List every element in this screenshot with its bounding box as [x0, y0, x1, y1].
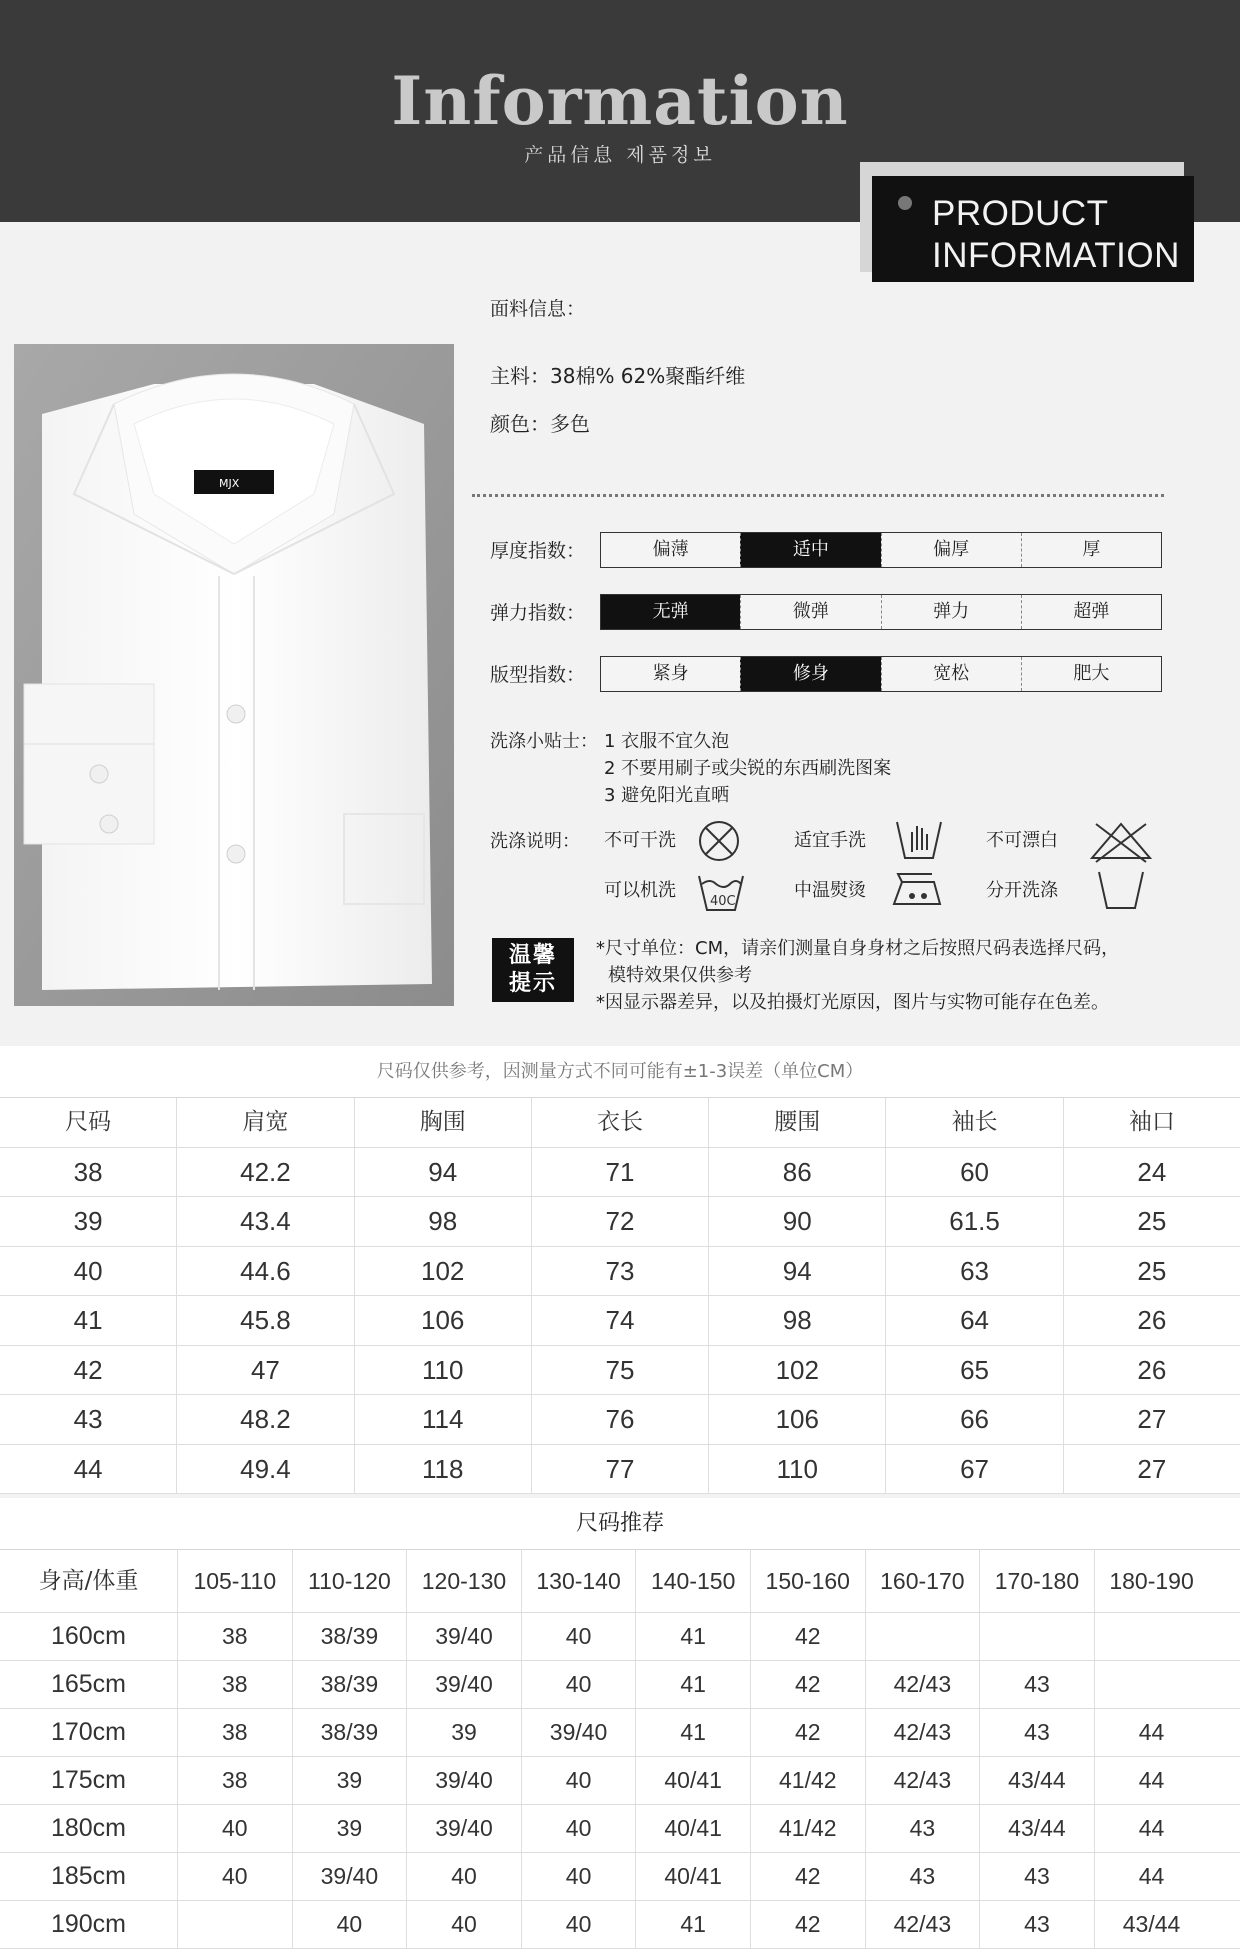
- table-cell: 39: [292, 1805, 407, 1852]
- table-cell: 42: [750, 1661, 865, 1708]
- table-cell: 64: [885, 1296, 1062, 1345]
- table-cell: 44: [1094, 1709, 1209, 1756]
- table-row: [0, 1805, 1240, 1853]
- table-row: [0, 1757, 1240, 1805]
- table-cell: 38/39: [292, 1661, 407, 1708]
- table-cell: 47: [176, 1346, 353, 1395]
- elasticity-option: 超弹: [1021, 595, 1161, 629]
- thickness-option: 厚: [1021, 533, 1161, 567]
- fit-label: 版型指数：: [490, 664, 586, 686]
- elasticity-option: 弹力: [881, 595, 1021, 629]
- table-cell: 39/40: [406, 1661, 521, 1708]
- dotted-divider: [472, 494, 1164, 497]
- care-text-wash-separately: 分开洗涤: [986, 880, 1058, 901]
- table-cell: 75: [531, 1346, 708, 1395]
- table-cell: 41/42: [750, 1805, 865, 1852]
- table-row: [0, 1346, 1240, 1396]
- table-cell: 72: [531, 1197, 708, 1246]
- table-cell: 66: [885, 1395, 1062, 1444]
- wash-tips-label: 洗涤小贴士：: [490, 731, 598, 752]
- table-cell: 40/41: [635, 1853, 750, 1900]
- table-cell: 102: [354, 1247, 531, 1296]
- notice-line-3: *因显示器差异，以及拍摄灯光原因，图片与实物可能存在色差。: [596, 992, 1109, 1013]
- table-cell: 44: [1094, 1757, 1209, 1804]
- table-cell: 42: [750, 1613, 865, 1660]
- badge-line-2: INFORMATION: [932, 236, 1180, 275]
- care-text-hand-wash: 适宜手洗: [794, 830, 866, 851]
- table-cell: 77: [531, 1445, 708, 1494]
- fit-option-selected: 修身: [740, 657, 880, 691]
- table-header-cell: 170-180: [979, 1550, 1094, 1612]
- wash-tip-item: 3 避免阳光直晒: [604, 785, 730, 806]
- table-cell: 41: [635, 1901, 750, 1948]
- table-cell: 43: [979, 1853, 1094, 1900]
- table-cell: 42.2: [176, 1148, 353, 1197]
- table-cell: 43/44: [1094, 1901, 1209, 1948]
- table-cell: 43: [979, 1709, 1094, 1756]
- table-cell: 38: [177, 1709, 292, 1756]
- table-row: [0, 1445, 1240, 1495]
- table-cell: 40: [521, 1613, 636, 1660]
- table-header-row: [0, 1098, 1240, 1148]
- table-cell: 40/41: [635, 1757, 750, 1804]
- table-row: [0, 1901, 1240, 1949]
- table-cell: 39/40: [406, 1805, 521, 1852]
- table-cell: 42/43: [865, 1709, 980, 1756]
- table-cell: 42: [750, 1901, 865, 1948]
- fit-option: 宽松: [881, 657, 1021, 691]
- table-cell: [177, 1901, 292, 1948]
- header-subtitle: 产品信息 제품정보: [524, 144, 716, 166]
- table-cell: 40: [292, 1901, 407, 1948]
- table-cell: 44: [1094, 1853, 1209, 1900]
- table-cell: 40: [521, 1757, 636, 1804]
- table-cell: 27: [1063, 1445, 1240, 1494]
- table-cell: 41: [635, 1661, 750, 1708]
- table-cell: 24: [1063, 1148, 1240, 1197]
- table-header-cell: 150-160: [750, 1550, 865, 1612]
- size-recommend-table: [0, 1498, 1240, 1949]
- table-row: [0, 1709, 1240, 1757]
- care-text-machine-wash: 可以机洗: [604, 880, 676, 901]
- table-cell: [1094, 1613, 1209, 1660]
- size-table: [0, 1046, 1240, 1494]
- table-header-row: [0, 1550, 1240, 1613]
- table-header-cell: 身高/体重: [38, 1568, 139, 1594]
- table-header-cell: 尺码: [65, 1109, 112, 1135]
- table-cell: 42: [73, 1354, 103, 1385]
- table-cell: 39/40: [521, 1709, 636, 1756]
- no-dry-clean-icon: [696, 818, 742, 864]
- table-cell: 42/43: [865, 1661, 980, 1708]
- size-table-caption: 尺码仅供参考，因测量方式不同可能有±1-3误差（单位CM）: [0, 1046, 1240, 1098]
- table-cell: [1094, 1661, 1209, 1708]
- table-cell: 45.8: [176, 1296, 353, 1345]
- table-cell: 43: [979, 1661, 1094, 1708]
- table-cell: 38: [177, 1661, 292, 1708]
- elasticity-label: 弹力指数：: [490, 602, 586, 624]
- table-cell: 170cm: [50, 1718, 127, 1746]
- iron-medium-icon: [890, 868, 946, 914]
- table-cell: 44: [73, 1453, 103, 1484]
- table-cell: 106: [354, 1296, 531, 1345]
- table-cell: 43: [865, 1853, 980, 1900]
- color-text: 颜色：多色: [490, 412, 590, 436]
- table-cell: 43: [73, 1404, 103, 1434]
- size-recommend-body: [0, 1550, 1240, 1949]
- table-cell: 40: [521, 1805, 636, 1852]
- table-cell: 114: [354, 1395, 531, 1444]
- table-cell: 40: [73, 1255, 103, 1286]
- table-header-cell: 袖口: [1063, 1098, 1240, 1147]
- table-header-cell: 衣长: [531, 1098, 708, 1147]
- table-cell: 38/39: [292, 1613, 407, 1660]
- table-row: [0, 1661, 1240, 1709]
- table-cell: 74: [531, 1296, 708, 1345]
- table-cell: 94: [708, 1247, 885, 1296]
- wash-tip-item: 1 衣服不宜久泡: [604, 731, 730, 752]
- table-cell: 39: [292, 1757, 407, 1804]
- table-cell: 98: [354, 1197, 531, 1246]
- table-cell: 38: [177, 1757, 292, 1804]
- product-info-badge: [872, 176, 1194, 282]
- table-cell: 40: [177, 1853, 292, 1900]
- table-header-cell: 105-110: [177, 1550, 292, 1612]
- notice-badge-line-1: 温馨: [508, 943, 557, 968]
- fabric-heading: 面料信息：: [490, 298, 586, 320]
- table-cell: 42: [750, 1853, 865, 1900]
- table-header-cell: 腰围: [708, 1098, 885, 1147]
- table-row: [0, 1148, 1240, 1198]
- table-row: [0, 1197, 1240, 1247]
- table-cell: 175cm: [50, 1766, 127, 1794]
- table-cell: 48.2: [176, 1395, 353, 1444]
- table-cell: 185cm: [50, 1862, 127, 1890]
- table-cell: 180cm: [50, 1814, 127, 1842]
- table-cell: 76: [531, 1395, 708, 1444]
- notice-badge-line-2: 提示: [508, 971, 557, 996]
- fit-option: 肥大: [1021, 657, 1161, 691]
- table-cell: 41: [635, 1709, 750, 1756]
- bullet-dot-icon: [898, 196, 912, 210]
- table-cell: 49.4: [176, 1445, 353, 1494]
- table-cell: 25: [1063, 1247, 1240, 1296]
- elasticity-option-selected: 无弹: [601, 595, 740, 629]
- table-cell: 160cm: [50, 1622, 127, 1650]
- table-cell: 65: [885, 1346, 1062, 1395]
- table-cell: [979, 1613, 1094, 1660]
- brand-label-text: MJX: [219, 477, 240, 490]
- material-text: 主料：38棉% 62%聚酯纤维: [490, 364, 746, 388]
- wash-care-label: 洗涤说明：: [490, 831, 580, 852]
- size-table-body: [0, 1098, 1240, 1494]
- table-cell: 26: [1063, 1296, 1240, 1345]
- table-header-cell: 120-130: [406, 1550, 521, 1612]
- table-row: [0, 1395, 1240, 1445]
- table-cell: 110: [354, 1346, 531, 1395]
- table-header-cell: 160-170: [865, 1550, 980, 1612]
- table-cell: 165cm: [50, 1670, 127, 1698]
- table-cell: 43/44: [979, 1757, 1094, 1804]
- table-row: [0, 1296, 1240, 1346]
- table-cell: 39/40: [406, 1613, 521, 1660]
- table-cell: [865, 1613, 980, 1660]
- notice-line-2: 模特效果仅供参考: [608, 965, 752, 986]
- table-cell: 61.5: [885, 1197, 1062, 1246]
- table-cell: 67: [885, 1445, 1062, 1494]
- table-cell: 43/44: [979, 1805, 1094, 1852]
- table-cell: 40: [521, 1853, 636, 1900]
- table-cell: 26: [1063, 1346, 1240, 1395]
- table-cell: 43: [979, 1901, 1094, 1948]
- wash-tip-item: 2 不要用刷子或尖锐的东西刷洗图案: [604, 758, 892, 779]
- fit-index-bar: [600, 656, 1162, 692]
- table-cell: 60: [885, 1148, 1062, 1197]
- table-cell: 40/41: [635, 1805, 750, 1852]
- table-cell: 40: [406, 1901, 521, 1948]
- table-cell: 40: [521, 1901, 636, 1948]
- table-cell: 41: [73, 1305, 103, 1335]
- table-row: [0, 1613, 1240, 1661]
- thickness-option: 偏薄: [652, 539, 689, 560]
- elasticity-option: 微弹: [740, 595, 880, 629]
- shirt-illustration: [14, 344, 454, 1006]
- notice-line-1: *尺寸单位：CM，请亲们测量自身身材之后按照尺码表选择尺码，: [596, 938, 1120, 959]
- table-cell: 38/39: [292, 1709, 407, 1756]
- care-text-no-bleach: 不可漂白: [986, 830, 1058, 851]
- size-recommend-caption: 尺码推荐: [0, 1498, 1240, 1550]
- no-bleach-icon: [1088, 818, 1154, 864]
- table-cell: 110: [708, 1445, 885, 1494]
- table-cell: 98: [708, 1296, 885, 1345]
- table-header-cell: 130-140: [521, 1550, 636, 1612]
- table-cell: 39/40: [292, 1853, 407, 1900]
- table-cell: 40: [521, 1661, 636, 1708]
- table-cell: 86: [708, 1148, 885, 1197]
- table-row: [0, 1853, 1240, 1901]
- table-header-cell: 胸围: [354, 1098, 531, 1147]
- table-cell: 90: [708, 1197, 885, 1246]
- table-cell: 40: [177, 1805, 292, 1852]
- table-header-cell: 袖长: [885, 1098, 1062, 1147]
- thickness-option: 偏厚: [881, 533, 1021, 567]
- table-cell: 43.4: [176, 1197, 353, 1246]
- table-cell: 43: [865, 1805, 980, 1852]
- table-cell: 102: [708, 1346, 885, 1395]
- table-cell: 27: [1063, 1395, 1240, 1444]
- thickness-option-selected: 适中: [740, 533, 880, 567]
- care-text-iron: 中温熨烫: [794, 880, 866, 901]
- table-cell: 71: [531, 1148, 708, 1197]
- table-cell: 38: [177, 1613, 292, 1660]
- table-cell: 42/43: [865, 1901, 980, 1948]
- table-cell: 41: [635, 1613, 750, 1660]
- table-cell: 118: [354, 1445, 531, 1494]
- table-cell: 44.6: [176, 1247, 353, 1296]
- table-cell: 63: [885, 1247, 1062, 1296]
- product-photo: [14, 344, 454, 1006]
- table-cell: 44: [1094, 1805, 1209, 1852]
- hand-wash-icon: [894, 816, 944, 862]
- wash-temperature-text: 40C: [710, 894, 736, 909]
- table-header-cell: 140-150: [635, 1550, 750, 1612]
- table-header-cell: 180-190: [1094, 1550, 1209, 1612]
- table-cell: 106: [708, 1395, 885, 1444]
- table-cell: 39: [73, 1206, 103, 1236]
- elasticity-index-bar: [600, 594, 1162, 630]
- care-text-no-dry-clean: 不可干洗: [604, 830, 676, 851]
- machine-wash-40c-icon: [696, 868, 746, 914]
- table-cell: 41/42: [750, 1757, 865, 1804]
- table-cell: 42/43: [865, 1757, 980, 1804]
- badge-line-1: PRODUCT: [932, 194, 1109, 233]
- table-cell: 25: [1063, 1197, 1240, 1246]
- table-row: [0, 1247, 1240, 1297]
- table-cell: 39/40: [406, 1757, 521, 1804]
- notice-badge: [492, 938, 574, 1002]
- table-cell: 190cm: [50, 1910, 127, 1938]
- wash-separately-icon: [1096, 866, 1146, 912]
- thickness-index-bar: [600, 532, 1162, 568]
- thickness-label: 厚度指数：: [490, 540, 586, 562]
- table-cell: 38: [73, 1156, 103, 1187]
- table-cell: 42: [750, 1709, 865, 1756]
- table-cell: 40: [406, 1853, 521, 1900]
- fit-option: 紧身: [652, 663, 689, 684]
- table-header-cell: 110-120: [292, 1550, 407, 1612]
- table-cell: 39: [406, 1709, 521, 1756]
- table-header-cell: 肩宽: [176, 1098, 353, 1147]
- header-title: Information: [391, 62, 849, 140]
- table-cell: 73: [531, 1247, 708, 1296]
- table-cell: 94: [354, 1148, 531, 1197]
